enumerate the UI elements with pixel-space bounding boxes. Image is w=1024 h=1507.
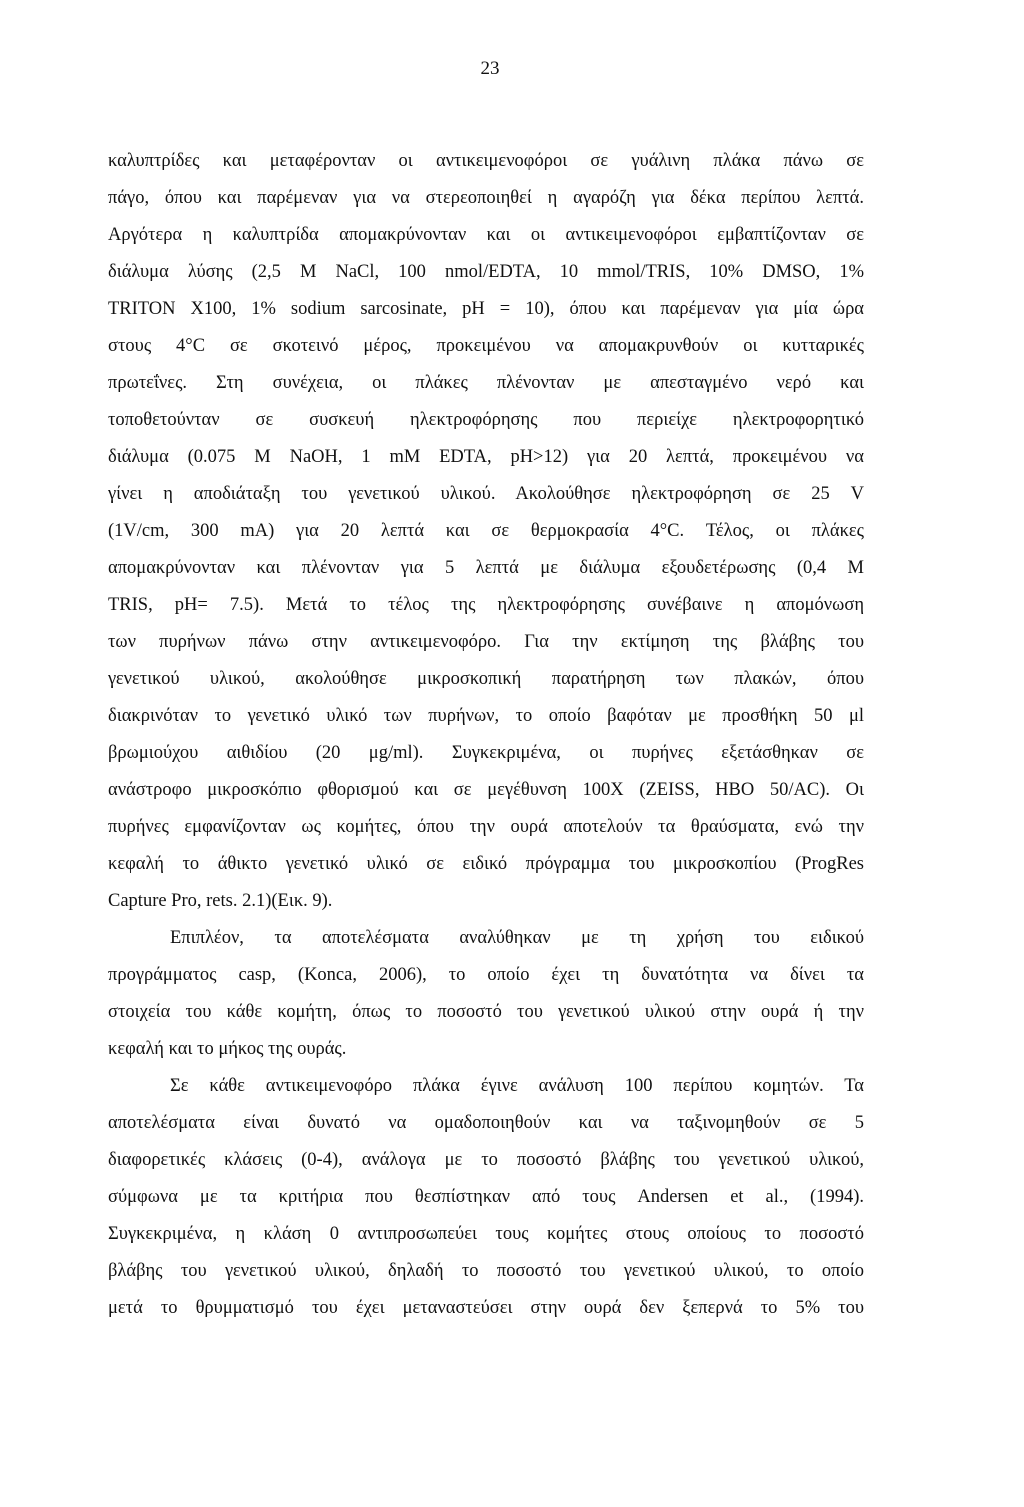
text-line: πρωτεΐνες. Στη συνέχεια, οι πλάκες πλένονταν με απεσταγμένο νερό και [108,373,864,393]
text-line: στοιχεία του κάθε κομήτη, όπως το ποσοστό του γενετικού υλικού στην ουρά ή την [108,1002,864,1022]
text-line: κεφαλή το άθικτο γενετικό υλικό σε ειδικό πρόγραμμα του μικροσκοπίου (ProgRes [108,854,864,874]
text-line: προγράμματος casp, (Konca, 2006), το οποίο έχει τη δυνατότητα να δίνει τα [108,965,864,985]
text-line: αποτελέσματα είναι δυνατό να ομαδοποιηθούν και να ταξινομηθούν σε 5 [108,1113,864,1133]
page-number: 23 [480,58,500,79]
text-line: TRIS, pH= 7.5). Μετά το τέλος της ηλεκτροφόρησης συνέβαινε η απομόνωση [108,595,864,615]
text-line: Επιπλέον, τα αποτελέσματα αναλύθηκαν με τη χρήση του ειδικού [170,928,864,948]
text-line: Capture Pro, rets. 2.1)(Εικ. 9). [108,891,333,911]
text-line: γίνει η αποδιάταξη του γενετικού υλικού. Ακολούθησε ηλεκτροφόρηση σε 25 V [108,484,864,504]
text-line: Αργότερα η καλυπτρίδα απομακρύνονταν και οι αντικειμενοφόροι εμβαπτίζονταν σε [108,225,864,245]
text-line: TRITON X100, 1% sodium sarcosinate, pH = 10), όπου και παρέμεναν για μία ώρα [108,299,864,319]
text-line: πάγο, όπου και παρέμεναν για να στερεοποιηθεί η αγαρόζη για δέκα περίπου λεπτά. [108,188,864,208]
text-line: διάλυμα (0.075 M NaOH, 1 mM EDTA, pH>12) για 20 λεπτά, προκειμένου να [108,447,864,467]
text-line: των πυρήνων πάνω στην αντικειμενοφόρο. Για την εκτίμηση της βλάβης του [108,632,864,652]
text-line: τοποθετούνταν σε συσκευή ηλεκτροφόρησης που περιείχε ηλεκτροφορητικό [108,410,864,430]
text-line: κεφαλή και το μήκος της ουράς. [108,1039,347,1059]
text-line: καλυπτρίδες και μεταφέρονταν οι αντικειμενοφόροι σε γυάλινη πλάκα πάνω σε [108,151,864,171]
text-line: (1V/cm, 300 mA) για 20 λεπτά και σε θερμοκρασία 4°C. Τέλος, οι πλάκες [108,521,864,541]
text-line: πυρήνες εμφανίζονταν ως κομήτες, όπου την ουρά αποτελούν τα θραύσματα, ενώ την [108,817,864,837]
text-line: Συγκεκριμένα, η κλάση 0 αντιπροσωπεύει τους κομήτες στους οποίους το ποσοστό [108,1224,864,1244]
text-line: στους 4°C σε σκοτεινό μέρος, προκειμένου να απομακρυνθούν οι κυτταρικές [108,336,864,356]
text-line: σύμφωνα με τα κριτήρια που θεσπίστηκαν από τους Andersen et al., (1994). [108,1187,864,1207]
text-line: ανάστροφο μικροσκόπιο φθορισμού και σε μεγέθυνση 100X (ZEISS, HBO 50/AC). Οι [108,780,864,800]
text-line: απομακρύνονταν και πλένονταν για 5 λεπτά με διάλυμα εξουδετέρωσης (0,4 M [108,558,864,578]
text-line: γενετικού υλικού, ακολούθησε μικροσκοπική παρατήρηση των πλακών, όπου [108,669,864,689]
text-line: μετά το θρυμματισμό του έχει μεταναστεύσει στην ουρά δεν ξεπερνά το 5% του [108,1298,864,1318]
text-line: βλάβης του γενετικού υλικού, δηλαδή το ποσοστό του γενετικού υλικού, το οποίο [108,1261,864,1281]
text-line: διακρινόταν το γενετικό υλικό των πυρήνων, το οποίο βαφόταν με προσθήκη 50 μl [108,706,864,726]
text-line: διαφορετικές κλάσεις (0-4), ανάλογα με το ποσοστό βλάβης του γενετικού υλικού, [108,1150,864,1170]
text-line: Σε κάθε αντικειμενοφόρο πλάκα έγινε ανάλυση 100 περίπου κομητών. Τα [170,1076,864,1096]
text-line: βρωμιούχου αιθιδίου (20 μg/ml). Συγκεκριμένα, οι πυρήνες εξετάσθηκαν σε [108,743,864,763]
text-line: διάλυμα λύσης (2,5 M NaCl, 100 nmol/EDTA, 10 mmol/TRIS, 10% DMSO, 1% [108,262,864,282]
